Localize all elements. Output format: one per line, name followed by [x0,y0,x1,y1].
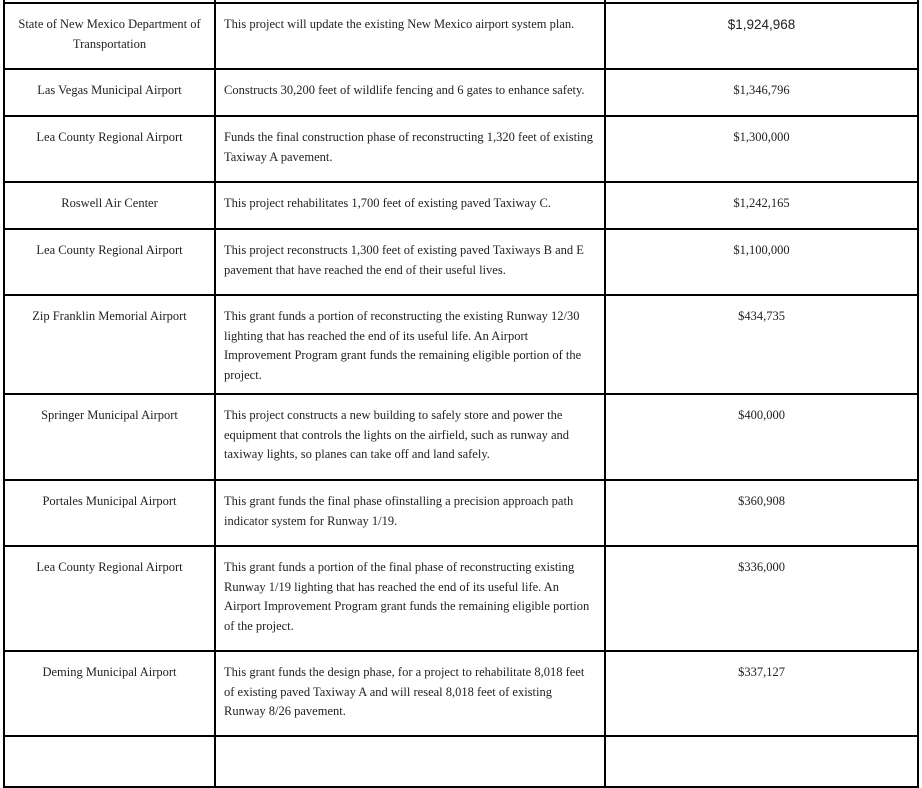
recipient-cell: Las Vegas Municipal Airport [4,69,215,116]
table-row [4,736,918,787]
amount-cell: $360,908 [605,480,918,546]
amount-cell: $400,000 [605,394,918,480]
table-row [4,182,918,229]
grants-table [3,0,919,788]
amount-cell: $1,300,000 [605,116,918,182]
description-cell: This project constructs a new building to safely store and power the equipment that controls the lights on the airfield, such as runway and taxiway lights, so planes can take off and land safely. [215,394,605,480]
recipient-cell: Lea County Regional Airport [4,229,215,295]
recipient-cell: Roswell Air Center [4,182,215,229]
amount-cell: $337,127 [605,651,918,736]
description-cell: This grant funds the design phase, for a project to rehabilitate 8,018 feet of existing paved Taxiway A and will reseal 8,018 feet of existing Runway 8/26 pavement. [215,651,605,736]
amount-cell: $1,242,165 [605,182,918,229]
recipient-cell: Lea County Regional Airport [4,116,215,182]
table-row [4,394,918,480]
table-row [4,546,918,651]
recipient-cell: State of New Mexico Department of Transportation [4,3,215,69]
table-row [4,295,918,394]
description-cell: Funds the final construction phase of reconstructing 1,320 feet of existing Taxiway A pavement. [215,116,605,182]
empty-cell [605,736,918,787]
table-row [4,116,918,182]
amount-cell: $1,100,000 [605,229,918,295]
recipient-cell: Springer Municipal Airport [4,394,215,480]
description-cell: This project will update the existing New Mexico airport system plan. [215,3,605,69]
amount-cell: $336,000 [605,546,918,651]
recipient-cell: Portales Municipal Airport [4,480,215,546]
amount-cell: $1,346,796 [605,69,918,116]
recipient-cell: Deming Municipal Airport [4,651,215,736]
description-cell: Constructs 30,200 feet of wildlife fencing and 6 gates to enhance safety. [215,69,605,116]
recipient-cell: Lea County Regional Airport [4,546,215,651]
amount-cell: $434,735 [605,295,918,394]
amount-cell: $1,924,968 [605,3,918,69]
table-row [4,651,918,736]
table-row [4,229,918,295]
empty-cell [215,736,605,787]
description-cell: This grant funds a portion of reconstructing the existing Runway 12/30 lighting that has reached the end of its useful life. An Airport Improvement Program grant funds the remaining eligible portion of the project. [215,295,605,394]
recipient-cell: Zip Franklin Memorial Airport [4,295,215,394]
empty-cell [4,736,215,787]
description-cell: This grant funds the final phase ofinstalling a precision approach path indicator system for Runway 1/19. [215,480,605,546]
description-cell: This project rehabilitates 1,700 feet of existing paved Taxiway C. [215,182,605,229]
table-row [4,69,918,116]
description-cell: This grant funds a portion of the final phase of reconstructing existing Runway 1/19 lighting that has reached the end of its useful life. An Airport Improvement Program grant funds the remaining eligible portion of the project. [215,546,605,651]
description-cell: This project reconstructs 1,300 feet of existing paved Taxiways B and E pavement that have reached the end of their useful lives. [215,229,605,295]
table-row [4,3,918,69]
table-row [4,480,918,546]
